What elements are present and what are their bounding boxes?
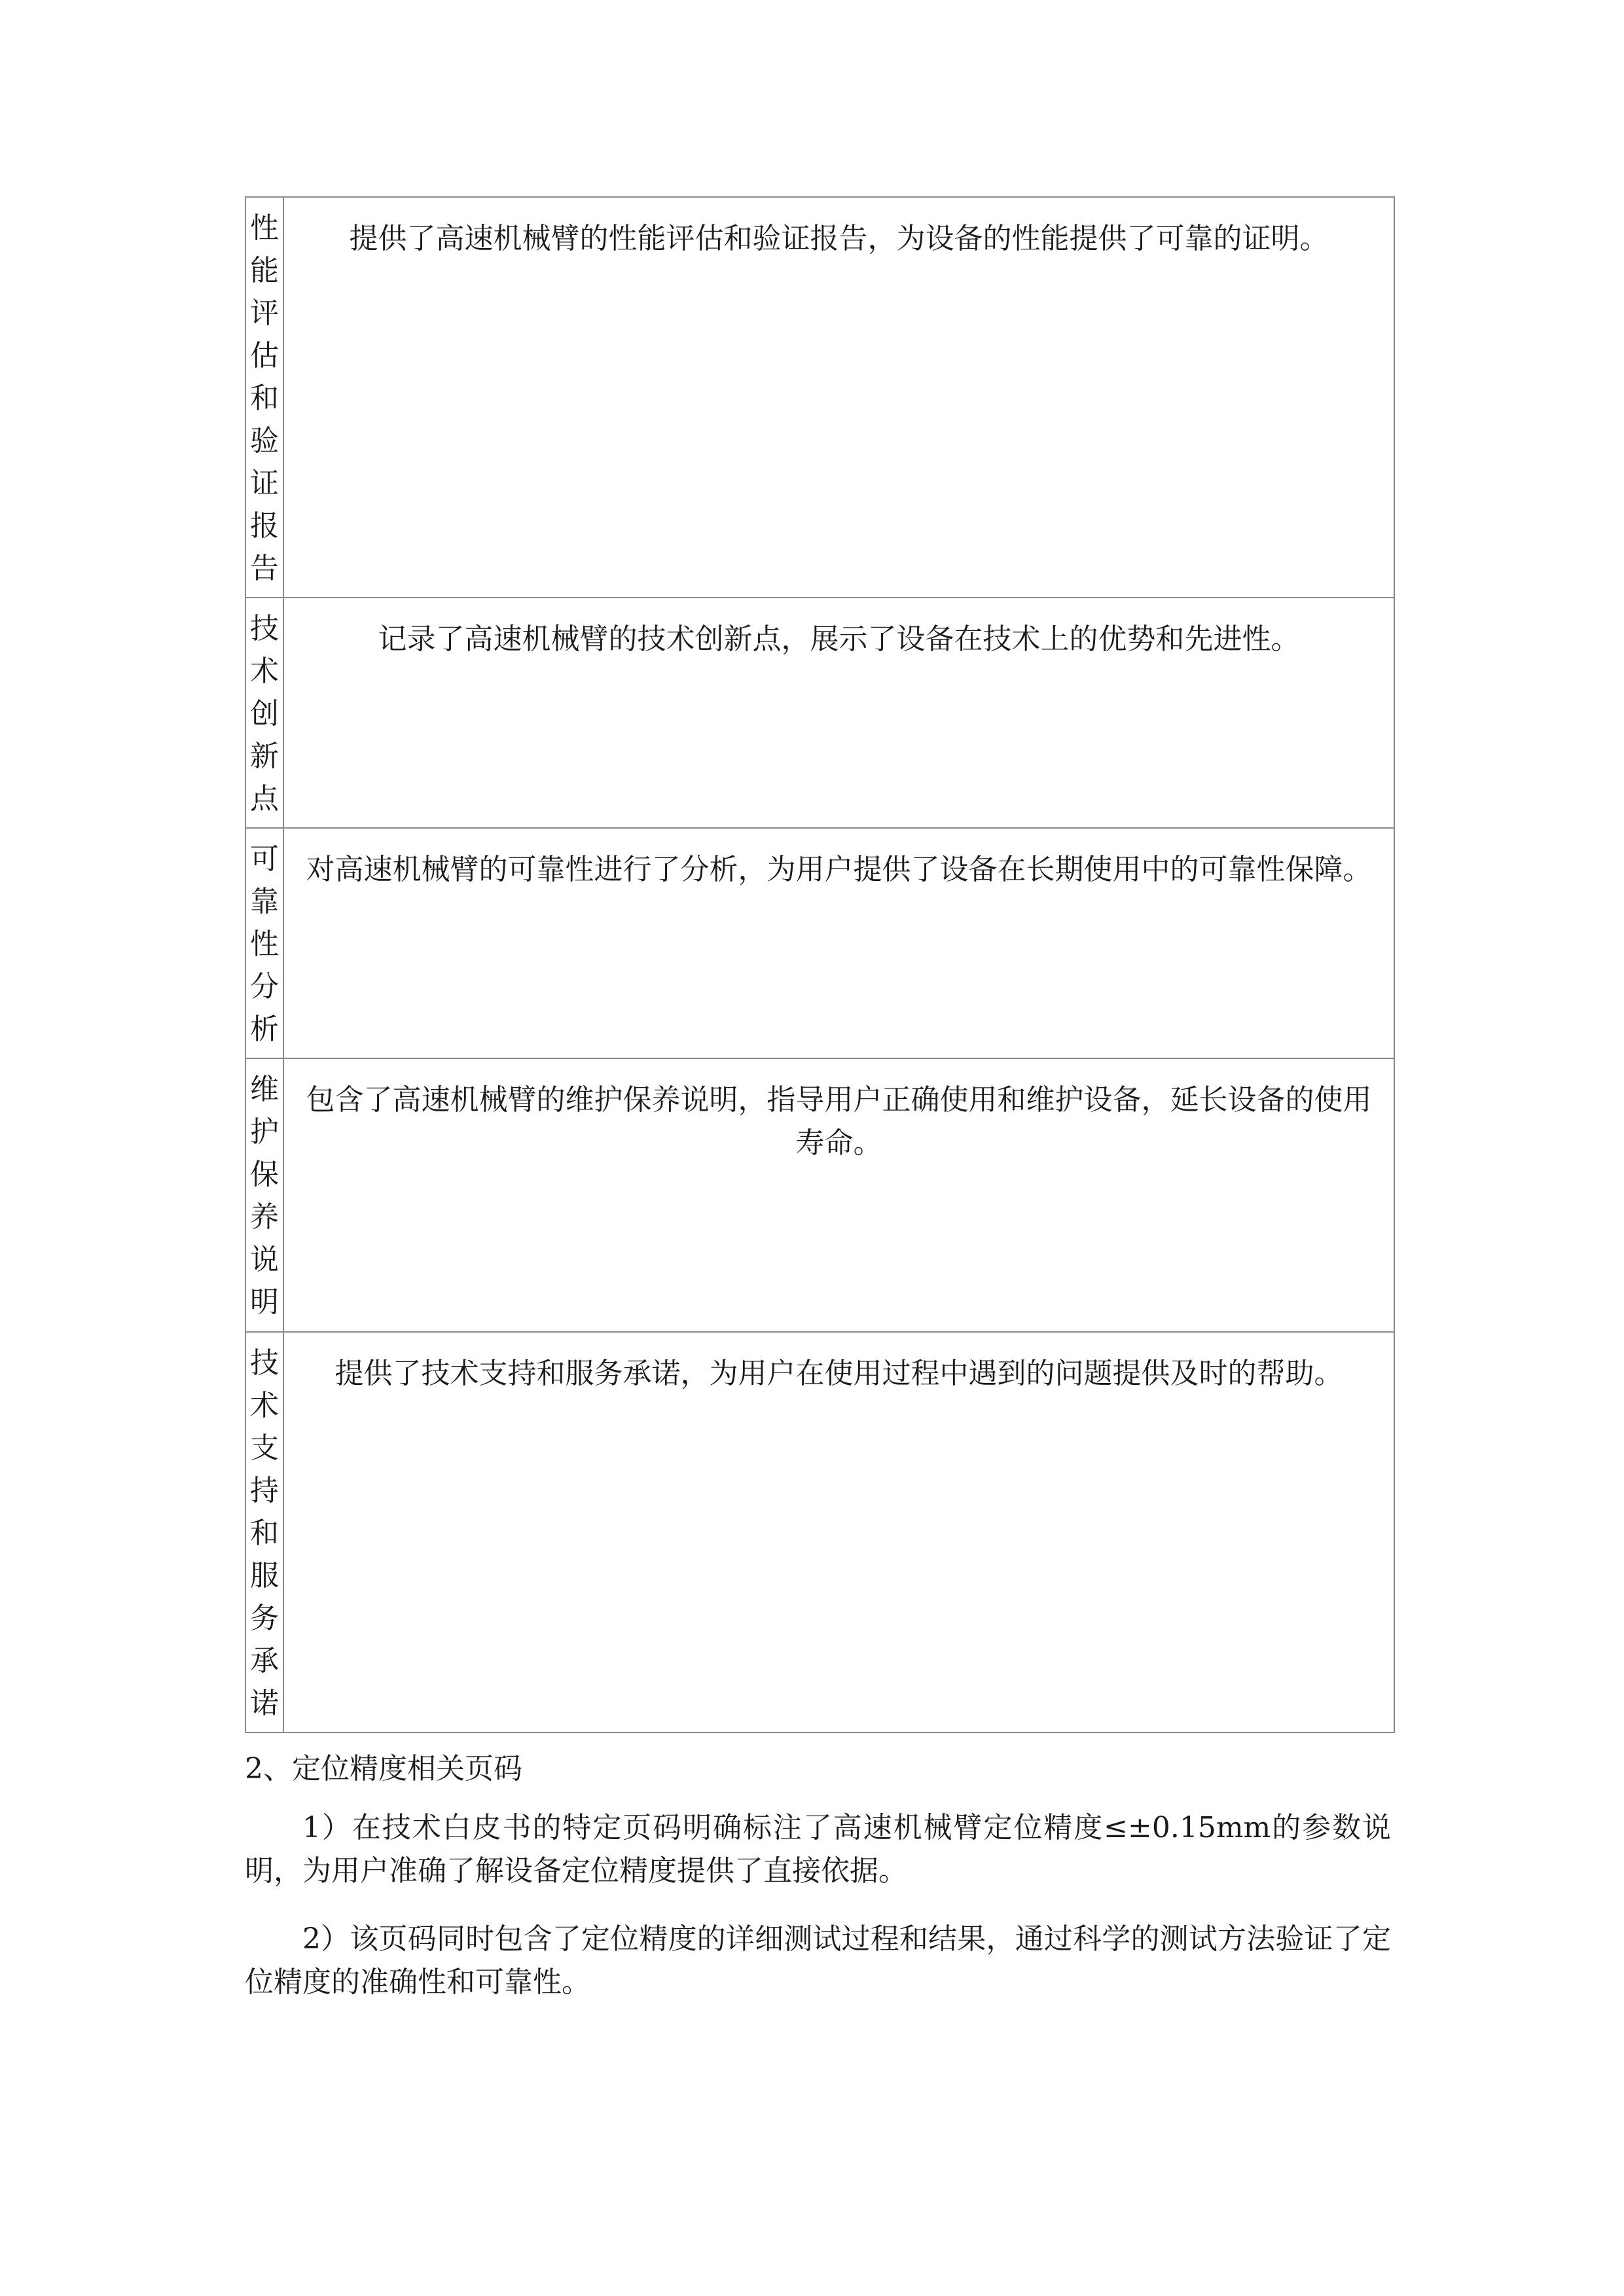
table-row: [245, 828, 1394, 1058]
row-content: 对高速机械臂的可靠性进行了分析，为用户提供了设备在长期使用中的可靠性保障。: [306, 853, 1372, 886]
row-label: 技术支持和服务承诺: [250, 1346, 279, 1720]
row-label-cell: [245, 598, 283, 828]
paragraph-1: 1）在技术白皮书的特定页码明确标注了高速机械臂定位精度≤±0.15mm的参数说明，为用户准确了解设备定位精度提供了直接依据。: [245, 1811, 1391, 1888]
row-content-cell: [283, 1332, 1394, 1732]
row-label-cell: [245, 1058, 283, 1332]
section-heading: 2、定位精度相关页码: [245, 1752, 522, 1785]
table-row: [245, 598, 1394, 828]
row-content: 记录了高速机械臂的技术创新点，展示了设备在技术上的优势和先进性。: [378, 622, 1300, 656]
row-content: 提供了高速机械臂的性能评估和验证报告，为设备的性能提供了可靠的证明。: [349, 222, 1329, 255]
paragraph-2: 2）该页码同时包含了定位精度的详细测试过程和结果，通过科学的测试方法验证了定位精度的准确性和可靠性。: [245, 1922, 1391, 1999]
table-row: [245, 197, 1394, 598]
row-label-cell: [245, 828, 283, 1058]
row-content-cell: [283, 598, 1394, 828]
table-row: [245, 1058, 1394, 1332]
row-content-cell: [283, 197, 1394, 598]
spec-table: [245, 196, 1395, 1733]
row-content-cell: [283, 828, 1394, 1058]
row-content-cell: [283, 1058, 1394, 1332]
row-label: 技术创新点: [250, 612, 279, 816]
row-label-cell: [245, 197, 283, 598]
row-content: 包含了高速机械臂的维护保养说明，指导用户正确使用和维护设备，延长设备的使用寿命。: [306, 1083, 1372, 1160]
row-label-cell: [245, 1332, 283, 1732]
row-label: 性能评估和验证报告: [250, 211, 279, 585]
row-label: 维护保养说明: [250, 1073, 279, 1319]
row-content: 提供了技术支持和服务承诺，为用户在使用过程中遇到的问题提供及时的帮助。: [334, 1357, 1343, 1390]
row-label: 可靠性分析: [250, 842, 279, 1046]
table-row: [245, 1332, 1394, 1732]
